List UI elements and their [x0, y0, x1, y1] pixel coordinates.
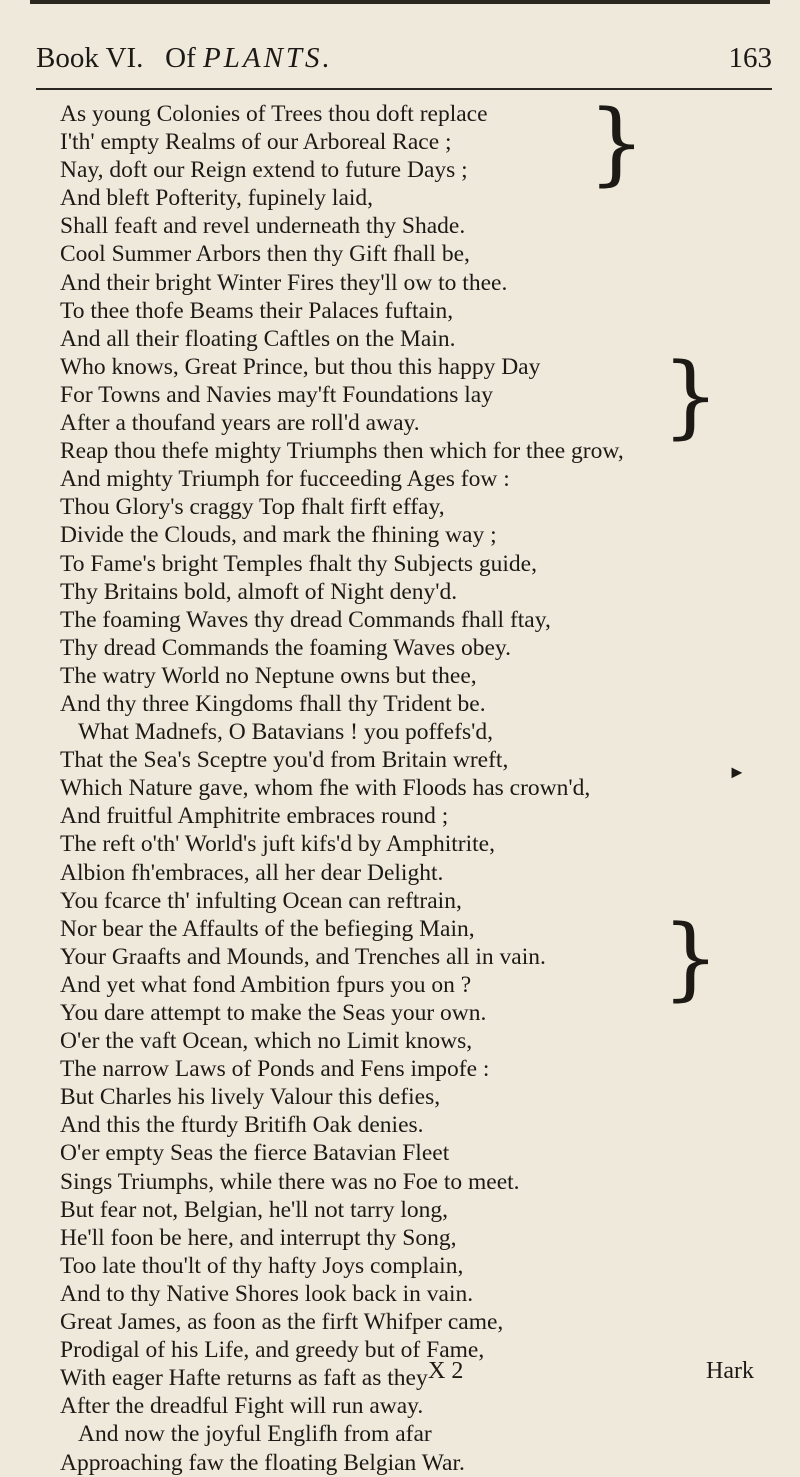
margin-mark: ►: [728, 762, 746, 782]
page-number: 163: [728, 42, 772, 74]
poem-line: Shall feaft and revel underneath thy Shade.: [60, 213, 466, 240]
poem-line: Thou Glory's craggy Top fhalt firft effay,: [60, 494, 445, 521]
triplet-brace: }: [662, 344, 720, 449]
poem-line: For Towns and Navies may'ft Foundations lay: [60, 381, 493, 408]
poem-line: Great James, as foon as the firft Whifper came,: [60, 1309, 504, 1336]
poem-line: And to thy Native Shores look back in vain.: [60, 1280, 474, 1307]
poem-line: After a thoufand years are roll'd away.: [60, 410, 420, 437]
poem-line: And now the joyful Englifh from afar: [78, 1421, 432, 1448]
poem-line: After the dreadful Fight will run away.: [60, 1393, 424, 1420]
poem-line: With eager Hafte returns as faft as they: [60, 1365, 428, 1392]
of-label: Of: [165, 42, 196, 74]
poem-line: I'th' empty Realms of our Arboreal Race ;: [60, 129, 452, 156]
poem-line: The foaming Waves thy dread Commands fhall ftay,: [60, 606, 551, 633]
poem-line: Prodigal of his Life, and greedy but of Fame,: [60, 1337, 485, 1364]
poem-line: The reft o'th' World's juft kifs'd by Amphitrite,: [60, 831, 495, 858]
poem-line: He'll foon be here, and interrupt thy Song,: [60, 1224, 457, 1251]
signature-mark: X 2: [428, 1358, 464, 1384]
triplet-brace: }: [588, 91, 646, 196]
poem-line: As young Colonies of Trees thou doft replace: [60, 101, 488, 127]
triplet-brace: }: [662, 906, 720, 1011]
poem-line: And bleft Pofterity, fupinely laid,: [60, 185, 374, 212]
poem-line: Albion fh'embraces, all her dear Delight.: [60, 859, 444, 886]
poem-line: O'er empty Seas the fierce Batavian Fleet: [60, 1140, 450, 1167]
poem-line: Too late thou'lt of thy hafty Joys complain,: [60, 1252, 464, 1279]
poem-line: Cool Summer Arbors then thy Gift fhall be,: [60, 241, 470, 268]
catchword: Hark: [706, 1358, 754, 1384]
poem-line: Who knows, Great Prince, but thou this happy Day: [60, 353, 541, 380]
poem-line: And fruitful Amphitrite embraces round ;: [60, 803, 449, 830]
book-label: Book VI.: [36, 42, 144, 74]
poem-line: And this the fturdy Britifh Oak denies.: [60, 1112, 424, 1139]
poem-line: What Madnefs, O Batavians ! you poffefs'd,: [78, 719, 493, 746]
poem-line: Approaching faw the floating Belgian War.: [60, 1449, 465, 1476]
header-rule: [36, 88, 772, 90]
poem-line: Which Nature gave, whom fhe with Floods has crown'd,: [60, 775, 591, 802]
poem-line: Thy dread Commands the foaming Waves obey.: [60, 634, 512, 661]
poem-line: To Fame's bright Temples fhalt thy Subjects guide,: [60, 550, 537, 577]
poem-line: But Charles his lively Valour this defies,: [60, 1084, 441, 1111]
poem-line: Your Graafts and Mounds, and Trenches all in vain.: [60, 943, 546, 970]
poem-line: Sings Triumphs, while there was no Foe to meet.: [60, 1168, 520, 1195]
poem-line: You fcarce th' infulting Ocean can reftrain,: [60, 887, 462, 914]
poem-line: To thee thofe Beams their Palaces fuftain,: [60, 297, 454, 324]
poem-line: The narrow Laws of Ponds and Fens impofe :: [60, 1056, 490, 1083]
poem-line: And all their floating Caftles on the Main.: [60, 325, 456, 352]
poem-line: And their bright Winter Fires they'll ow to thee.: [60, 269, 508, 296]
poem-line: Thy Britains bold, almoft of Night deny'd.: [60, 578, 458, 605]
poem-line: And thy three Kingdoms fhall thy Trident be.: [60, 690, 486, 717]
poem-line: You dare attempt to make the Seas your own.: [60, 1000, 487, 1026]
poem-line: Divide the Clouds, and mark the fhining way ;: [60, 522, 497, 549]
poem-line: O'er the vaft Ocean, which no Limit knows,: [60, 1028, 473, 1055]
poem-body: [60, 91, 776, 1477]
poem-line: That the Sea's Sceptre you'd from Britain wreft,: [60, 747, 509, 774]
running-header: [36, 42, 772, 82]
poem-line: Nor bear the Affaults of the befieging Main,: [60, 915, 475, 942]
top-border: [30, 0, 770, 4]
header-left: [36, 42, 333, 75]
poem-line: Reap thou thefe mighty Triumphs then which for thee grow,: [60, 438, 624, 465]
poem-line: And yet what fond Ambition fpurs you on ?: [60, 971, 472, 998]
page-footer: [0, 1358, 800, 1388]
poem-line: The watry World no Neptune owns but thee,: [60, 662, 477, 689]
poem-line: Nay, doft our Reign extend to future Days ;: [60, 157, 468, 184]
poem-line: But fear not, Belgian, he'll not tarry long,: [60, 1196, 448, 1223]
section-title: PLANTS.: [203, 42, 333, 74]
poem-line: And mighty Triumph for fucceeding Ages fow :: [60, 466, 510, 493]
